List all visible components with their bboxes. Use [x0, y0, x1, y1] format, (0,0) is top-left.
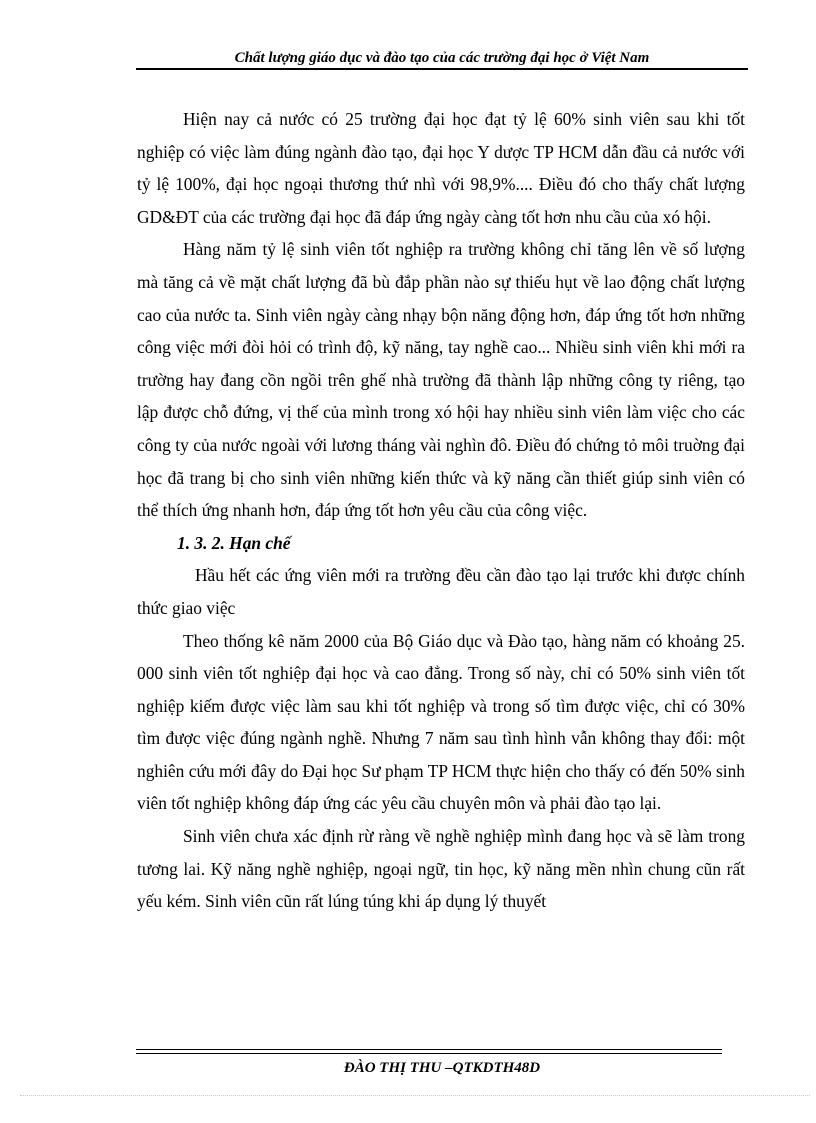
document-body — [137, 103, 745, 918]
footer-rule — [136, 1049, 722, 1054]
running-footer-author: ĐÀO THỊ THU –QTKDTH48D — [343, 1060, 541, 1076]
paragraph-retraining: Hầu hết các ứng viên mới ra trường đều cần đào tạo lại trước khi được chính thức giao việc — [137, 565, 745, 618]
running-header-title: Chất lượng giáo dục và đào tạo của các trường đại học ở Việt Nam — [234, 50, 650, 66]
header-rule — [136, 68, 748, 70]
section-heading-limitations: 1. 3. 2. Hạn chế — [177, 532, 291, 553]
paragraph-statistics: Theo thống kê năm 2000 của Bộ Giáo dục và Đào tạo, hàng năm có khoảng 25. 000 sinh viên tốt nghiệp đại học và cao đẳng. Trong số này, chỉ có 50% sinh viên tốt nghiệp kiếm được việc làm sau khi tốt nghiệp và trong số tìm được việc, chỉ có 30% tìm được việc đúng ngành nghề. Nhưng 7 năm sau tình hình vẫn không thay đổi: một nghiên cứu mới đây do Đại học Sư phạm TP HCM thực hiện cho thấy có đến 50% sinh viên tốt nghiệp không đáp ứng các yêu cầu chuyên môn và phải đào tạo lại. — [137, 630, 745, 814]
page-edge-line — [20, 1095, 810, 1096]
paragraph-career-orientation: Sinh viên chưa xác định rừ ràng về nghề nghiệp mình đang học và sẽ làm trong tương lai. Kỹ năng nghề nghiệp, ngoại ngữ, tin học, kỹ năng mền nhìn chung cũn rất yếu kém. Sinh viên cũn rất lúng túng khi áp dụng lý thuyết — [137, 826, 745, 912]
paragraph-graduate-quality: Hàng năm tỷ lệ sinh viên tốt nghiệp ra trường không chỉ tăng lên về số lượng mà tăng cả về mặt chất lượng đã bù đắp phần nào sự thiếu hụt về lao động chất lượng cao của nước ta. Sinh viên ngày càng nhạy bộn năng động hơn, đáp ứng tốt hơn những công việc mới đòi hỏi có trình độ, kỹ năng, tay nghề cao... Nhiều sinh viên khi mới ra trường hay đang cồn ngồi trên ghế nhà trường đã thành lập những công ty riêng, tạo lập được chỗ đứng, vị thế của mình trong xó hội hay nhiều sinh viên làm việc cho các công ty của nước ngoài với lương tháng vài nghìn đô. Điều đó chứng tỏ môi truờng đại học đã trang bị cho sinh viên những kiến thức và kỹ năng cần thiết giúp sinh viên có thể thích ứng nhanh hơn, đáp ứng tốt hơn yêu cầu của công việc. — [137, 239, 745, 521]
paragraph-employment-rate: Hiện nay cả nước có 25 trường đại học đạt tỷ lệ 60% sinh viên sau khi tốt nghiệp có việc làm đúng ngành đào tạo, đại học Y dược TP HCM dẫn đầu cả nước với tỷ lệ 100%, đại học ngoại thương thứ nhì với 98,9%.... Điều đó cho thấy chất lượng GD&ĐT của các trường đại học đã đáp ứng ngày càng tốt hơn nhu cầu của xó hội. — [137, 109, 745, 227]
